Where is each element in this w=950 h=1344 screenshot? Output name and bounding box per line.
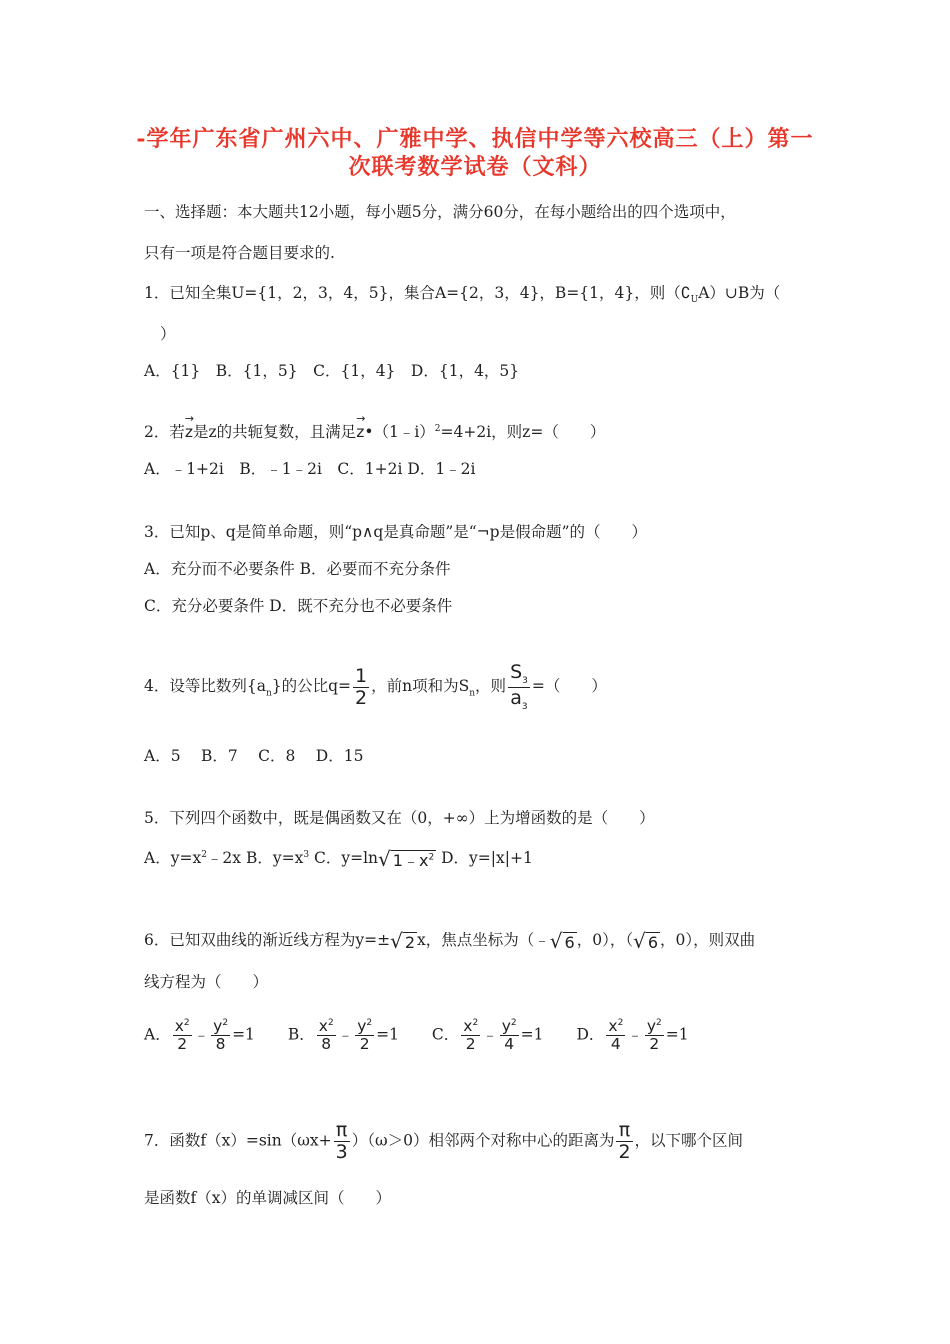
question-4-options: A．5 B．7 C．8 D．15 [144, 747, 364, 765]
question-1-options: A．{1} B．{1，5} C．{1，4} D．{1，4，5} [144, 362, 520, 380]
fraction-one-half: $\frac{1}{2}$ [355, 664, 368, 709]
option-c: C． $\frac{x^2}{2}$ ﹣ $\frac{y^2}{4}$ =1 [431, 1017, 544, 1054]
fraction-pi-over-2: $\frac{\pi}{2}$ [618, 1119, 631, 1163]
fraction-x2-over: $\frac{x^2}{2}$ [174, 1017, 190, 1054]
sqrt-6: √ 6 [549, 929, 575, 953]
square-root-expression: √ $1﹣x^2$ [378, 847, 435, 871]
question-4-stem: 4．设等比数列$\{a_n\}$的公比q= $\frac{1}{2}$ ，前n项和为$S_n$，则 $\frac{S_3}{a_3}$ =（ ） [144, 661, 607, 712]
exam-title-line-2: 次联考数学试卷（文科） [348, 154, 602, 180]
fraction-y2-over: $\frac{y^2}{2}$ [357, 1017, 373, 1054]
question-5-stem: 5．下列四个函数中，既是偶函数又在（0，+∞）上为增函数的是（ ） [144, 809, 655, 827]
sqrt-6-second: √ 6 [633, 929, 659, 953]
question-1-stem: 1．已知全集U={1，2，3，4，5}，集合A={2，3，4}，B={1，4}，则$(∁_UA)\cup B$为（ [144, 284, 781, 306]
option-a: A． $\frac{x^2}{2}$ ﹣ $\frac{y^2}{8}$ =1 [144, 1017, 255, 1054]
fraction-y2-over: $\frac{y^2}{8}$ [213, 1017, 229, 1054]
question-2-stem: 2．若 → z是z的共轭复数，且满足 → z•（1﹣i）$^2$=4+2i，则z=（ ） [144, 412, 606, 441]
fraction-x2-over: $\frac{x^2}{2}$ [463, 1017, 479, 1054]
question-2-options: A．﹣1+2i B．﹣1﹣2i C．1+2i D．1﹣2i [144, 460, 476, 478]
question-7-stem-line-2: 是函数f（x）的单调减区间（ ） [144, 1189, 391, 1207]
section-instructions-line-1: 一、选择题：本大题共12小题，每小题5分，满分60分，在每小题给出的四个选项中， [144, 203, 736, 221]
exam-title-line-1: -学年广东省广州六中、广雅中学、执信中学等六校高三（上）第一 [136, 126, 814, 152]
question-3-options-cd: C．充分必要条件 D．既不充分也不必要条件 [144, 597, 453, 615]
question-6-stem-line-2: 线方程为（ ） [144, 973, 269, 991]
fraction-y2-over: $\frac{y^2}{2}$ [646, 1017, 662, 1054]
option-b: B． $\frac{x^2}{8}$ ﹣ $\frac{y^2}{2}$ =1 [287, 1017, 399, 1054]
fraction-x2-over: $\frac{x^2}{8}$ [318, 1017, 334, 1054]
section-instructions-line-2: 只有一项是符合题目要求的. [144, 244, 335, 262]
fraction-pi-over-3: $\frac{\pi}{3}$ [335, 1119, 348, 1163]
z-conjugate-symbol: → z [184, 412, 195, 441]
question-1-close: ） [160, 325, 176, 343]
fraction-x2-over: $\frac{x^2}{4}$ [608, 1017, 624, 1054]
question-7-stem: 7．函数f（x）=sin（ωx+ $\frac{\pi}{3}$ ）（ω＞0）相邻两个对称中心的距离为 $\frac{\pi}{2}$ ，以下哪个区间 [144, 1119, 744, 1163]
question-6-options [144, 1018, 717, 1053]
fraction-y2-over: $\frac{y^2}{4}$ [501, 1017, 517, 1054]
option-d: D． $\frac{x^2}{4}$ ﹣ $\frac{y^2}{2}$ =1 [576, 1017, 689, 1054]
question-5-options: A．$y=x^2﹣2x$ B．$y=x^3$ C．y=ln√ $1﹣x^2$ D．y=|x|+1 [144, 847, 533, 871]
question-6-stem: 6．已知双曲线的渐近线方程为y=±√ 2 x，焦点坐标为（﹣√ 6 ，0），（√ 6 ，0），则双曲 [144, 929, 756, 953]
sqrt-2: √ 2 [390, 929, 416, 953]
question-3-options-ab: A．充分而不必要条件 B．必要而不充分条件 [144, 560, 451, 578]
fraction-s3-over-a3: $\frac{S_3}{a_3}$ [510, 661, 528, 712]
z-conjugate-symbol-2: → z [356, 412, 366, 441]
question-3-stem: 3．已知p、q是简单命题，则“p∧q是真命题”是“¬p是假命题”的（ ） [144, 523, 648, 541]
